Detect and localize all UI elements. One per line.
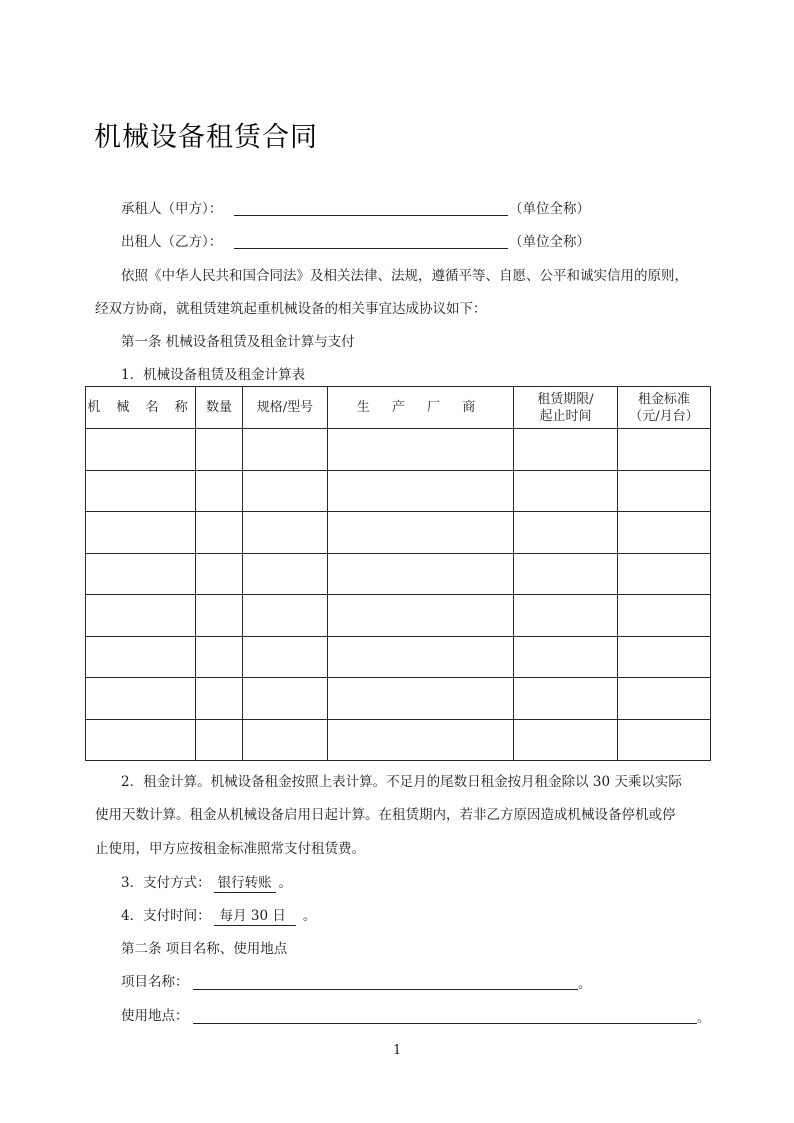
payment-method-field[interactable]: 银行转账 [214, 875, 276, 893]
cell-lease-period[interactable] [514, 636, 618, 678]
preamble-line-1: 依照《中华人民共和国合同法》及相关法律、法规，遵循平等、自愿、公平和诚实信用的原则， [121, 268, 688, 284]
cell-manufacturer[interactable] [328, 636, 514, 678]
cell-quantity[interactable] [196, 512, 243, 554]
payment-time-end: 。 [302, 908, 317, 924]
cell-spec-model[interactable] [243, 470, 328, 512]
cell-machine-name[interactable] [86, 678, 196, 720]
cell-spec-model[interactable] [243, 429, 328, 471]
payment-time-field[interactable]: 每月 30 日 [214, 908, 296, 926]
preamble-line-2: 经双方协商，就租赁建筑起重机械设备的相关事宜达成协议如下： [95, 301, 487, 317]
header-quantity: 数量 [196, 387, 243, 429]
cell-spec-model[interactable] [243, 553, 328, 595]
lessee-label: 承租人（甲方）： [121, 201, 223, 217]
lessor-suffix: （单位全称） [509, 234, 590, 250]
cell-manufacturer[interactable] [328, 512, 514, 554]
header-lease-period: 租赁期限/ 起止时间 [514, 387, 618, 429]
project-name-label: 项目名称： [121, 974, 189, 990]
payment-method-end: 。 [278, 875, 293, 891]
location-label: 使用地点： [121, 1008, 189, 1024]
lessee-suffix: （单位全称） [509, 201, 590, 217]
cell-quantity[interactable] [196, 429, 243, 471]
cell-lease-period[interactable] [514, 553, 618, 595]
cell-machine-name[interactable] [86, 553, 196, 595]
lessor-label: 出租人（乙方）： [121, 234, 223, 250]
cell-machine-name[interactable] [86, 719, 196, 761]
cell-rent-rate[interactable] [618, 719, 711, 761]
cell-spec-model[interactable] [243, 512, 328, 554]
cell-spec-model[interactable] [243, 595, 328, 637]
cell-manufacturer[interactable] [328, 595, 514, 637]
cell-rent-rate[interactable] [618, 636, 711, 678]
rental-table [85, 386, 711, 761]
payment-method-label: 3．支付方式： [121, 875, 211, 891]
header-machine-name: 机 械 名 称 [86, 387, 196, 429]
document-title: 机械设备租赁合同 [94, 122, 318, 153]
project-name-field[interactable] [193, 989, 578, 990]
cell-quantity[interactable] [196, 636, 243, 678]
location-field[interactable] [193, 1023, 697, 1024]
article-2-heading: 第二条 项目名称、使用地点 [121, 941, 288, 957]
cell-spec-model[interactable] [243, 719, 328, 761]
header-rent-rate: 租金标准 （元/月台） [618, 387, 711, 429]
cell-manufacturer[interactable] [328, 470, 514, 512]
table-row [86, 470, 711, 512]
table-row [86, 719, 711, 761]
header-manufacturer: 生 产 厂 商 [328, 387, 514, 429]
cell-machine-name[interactable] [86, 636, 196, 678]
cell-rent-rate[interactable] [618, 512, 711, 554]
cell-manufacturer[interactable] [328, 719, 514, 761]
cell-quantity[interactable] [196, 470, 243, 512]
rent-calc-line-1: 2．租金计算。机械设备租金按照上表计算。不足月的尾数日租金按月租金除以 30 天乘以实际 [121, 774, 682, 790]
cell-rent-rate[interactable] [618, 678, 711, 720]
cell-manufacturer[interactable] [328, 429, 514, 471]
cell-rent-rate[interactable] [618, 429, 711, 471]
cell-rent-rate[interactable] [618, 470, 711, 512]
cell-quantity[interactable] [196, 553, 243, 595]
cell-lease-period[interactable] [514, 678, 618, 720]
cell-rent-rate[interactable] [618, 553, 711, 595]
cell-spec-model[interactable] [243, 636, 328, 678]
cell-machine-name[interactable] [86, 470, 196, 512]
rent-calc-line-3: 止使用，甲方应按租金标准照常支付租赁费。 [95, 841, 365, 857]
payment-time-label: 4．支付时间： [121, 908, 211, 924]
cell-rent-rate[interactable] [618, 595, 711, 637]
cell-machine-name[interactable] [86, 429, 196, 471]
cell-quantity[interactable] [196, 719, 243, 761]
cell-machine-name[interactable] [86, 595, 196, 637]
cell-spec-model[interactable] [243, 678, 328, 720]
cell-lease-period[interactable] [514, 595, 618, 637]
header-spec-model: 规格/型号 [243, 387, 328, 429]
table-row [86, 595, 711, 637]
rent-calc-line-2: 使用天数计算。租金从机械设备启用日起计算。在租赁期内，若非乙方原因造成机械设备停机或停 [95, 807, 676, 823]
cell-lease-period[interactable] [514, 470, 618, 512]
payment-time-row [121, 907, 316, 926]
table-row [86, 429, 711, 471]
lessee-name-field[interactable] [234, 215, 508, 216]
cell-lease-period[interactable] [514, 512, 618, 554]
table-row [86, 553, 711, 595]
cell-machine-name[interactable] [86, 512, 196, 554]
project-name-end: 。 [578, 976, 592, 992]
article-1-heading: 第一条 机械设备租赁及租金计算与支付 [121, 334, 355, 350]
cell-manufacturer[interactable] [328, 678, 514, 720]
page-number: 1 [393, 1043, 402, 1058]
table-row [86, 512, 711, 554]
location-end: 。 [697, 1010, 711, 1026]
payment-method-row [121, 874, 292, 893]
cell-lease-period[interactable] [514, 429, 618, 471]
lessor-name-field[interactable] [234, 248, 508, 249]
table-row [86, 678, 711, 720]
table-row [86, 636, 711, 678]
cell-manufacturer[interactable] [328, 553, 514, 595]
table-header-row [86, 387, 711, 429]
rental-table-caption: 1．机械设备租赁及租金计算表 [121, 367, 306, 383]
cell-quantity[interactable] [196, 678, 243, 720]
cell-quantity[interactable] [196, 595, 243, 637]
cell-lease-period[interactable] [514, 719, 618, 761]
